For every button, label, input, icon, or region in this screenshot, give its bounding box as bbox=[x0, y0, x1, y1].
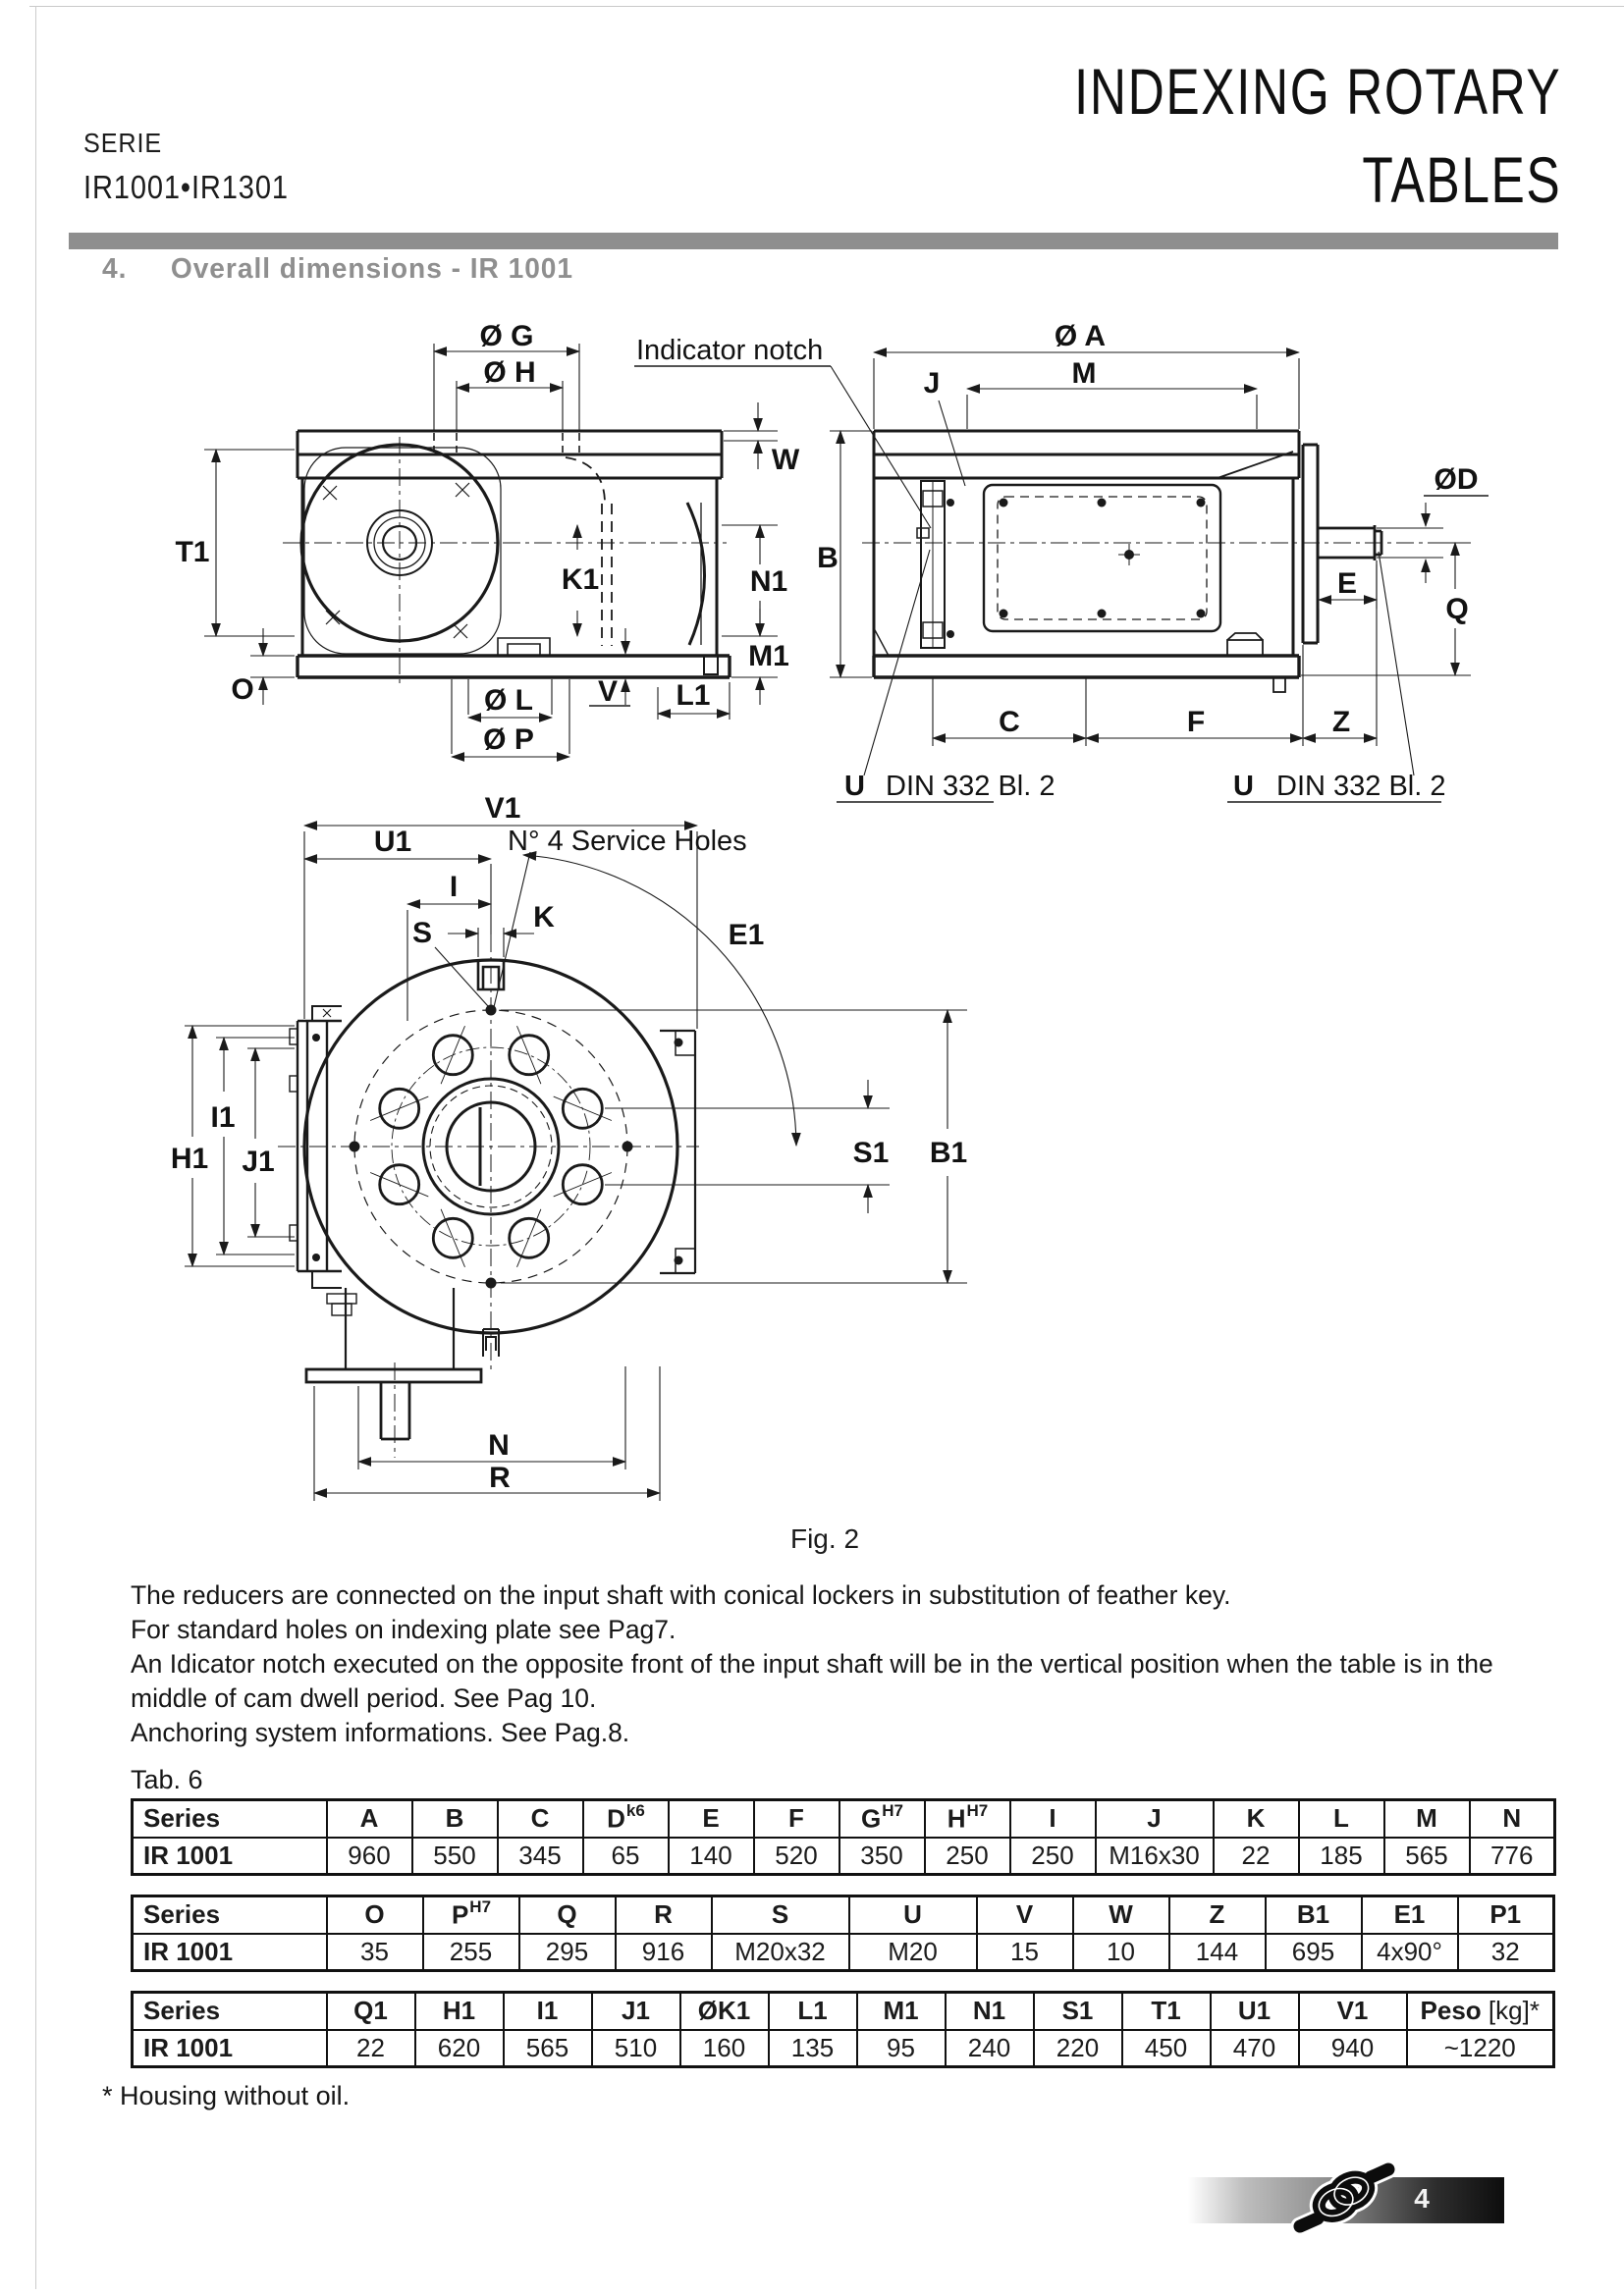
header-row bbox=[133, 1800, 1555, 1838]
cell: 620 bbox=[415, 2030, 504, 2067]
indicator-notch-annotation: Indicator notch bbox=[636, 335, 824, 366]
cell: ~1220 bbox=[1407, 2030, 1554, 2067]
col-header: E1 bbox=[1362, 1896, 1458, 1934]
din-right-u: U bbox=[1233, 771, 1254, 802]
col-header: S bbox=[712, 1896, 849, 1934]
cell: M16x30 bbox=[1096, 1838, 1214, 1875]
dim-label-f: F bbox=[1186, 706, 1206, 738]
cell: 32 bbox=[1458, 1934, 1554, 1971]
dim-label-op: Ø P bbox=[483, 723, 534, 756]
col-header: S1 bbox=[1034, 1993, 1122, 2030]
dim-label-e1: E1 bbox=[728, 919, 765, 951]
cell: 565 bbox=[504, 2030, 592, 2067]
cell: 10 bbox=[1073, 1934, 1169, 1971]
col-header: V1 bbox=[1299, 1993, 1407, 2030]
figure-caption: Fig. 2 bbox=[789, 1523, 860, 1554]
cell: M20 bbox=[849, 1934, 977, 1971]
front-view-labels bbox=[171, 792, 967, 1494]
col-header: L1 bbox=[769, 1993, 857, 2030]
col-header: N1 bbox=[946, 1993, 1034, 2030]
dim-label-oh: Ø H bbox=[483, 356, 536, 389]
col-header: J bbox=[1096, 1800, 1214, 1838]
dim-label-r: R bbox=[489, 1462, 511, 1494]
dim-label-z: Z bbox=[1331, 706, 1351, 738]
cell: 520 bbox=[754, 1838, 839, 1875]
col-header: W bbox=[1073, 1896, 1169, 1934]
dim-label-k1: K1 bbox=[561, 563, 600, 596]
cell: 450 bbox=[1122, 2030, 1211, 2067]
col-header: $P^{H7}$ bbox=[423, 1896, 519, 1934]
col-header: V bbox=[977, 1896, 1073, 1934]
punch-marks bbox=[323, 483, 469, 638]
col-header: I1 bbox=[504, 1993, 592, 2030]
col-header: L bbox=[1299, 1800, 1384, 1838]
data-row bbox=[133, 2030, 1554, 2067]
col-header: F bbox=[754, 1800, 839, 1838]
note-line: For standard holes on indexing plate see Pag7. bbox=[131, 1615, 677, 1644]
dim-label-k: K bbox=[533, 901, 555, 934]
col-header: Peso [kg]* bbox=[1407, 1993, 1554, 2030]
cell: 350 bbox=[839, 1838, 925, 1875]
dim-label-m1: M1 bbox=[748, 640, 789, 672]
cell: 240 bbox=[946, 2030, 1034, 2067]
dim-label-t1: T1 bbox=[175, 536, 210, 568]
col-header: Q1 bbox=[327, 1993, 415, 2030]
cell: 470 bbox=[1211, 2030, 1299, 2067]
dim-label-j: J bbox=[923, 367, 941, 400]
table-footnote: * Housing without oil. bbox=[102, 2081, 351, 2110]
dim-label-v: V bbox=[597, 675, 619, 708]
din-annotations bbox=[844, 771, 1445, 802]
dim-label-s: S bbox=[411, 917, 433, 949]
din-left-text: DIN 332 Bl. 2 bbox=[886, 771, 1056, 802]
brand-logo-icon bbox=[1288, 2156, 1398, 2238]
front-view-dimensions bbox=[185, 826, 967, 1501]
cell: 960 bbox=[327, 1838, 412, 1875]
dim-label-q: Q bbox=[1445, 593, 1469, 625]
col-header: N bbox=[1470, 1800, 1555, 1838]
col-header: I bbox=[1010, 1800, 1096, 1838]
cell: 510 bbox=[592, 2030, 680, 2067]
section-number: 4. bbox=[102, 253, 128, 285]
col-header: C bbox=[498, 1800, 583, 1838]
col-header: K bbox=[1214, 1800, 1299, 1838]
col-header: M bbox=[1384, 1800, 1470, 1838]
col-header: E bbox=[669, 1800, 754, 1838]
cell-series: IR 1001 bbox=[133, 1934, 327, 1971]
col-header-series: Series bbox=[133, 1800, 327, 1838]
cell: 95 bbox=[857, 2030, 946, 2067]
dim-label-u1: U1 bbox=[373, 826, 412, 858]
cell: 160 bbox=[680, 2030, 769, 2067]
dim-label-e: E bbox=[1336, 567, 1358, 600]
col-header: U bbox=[849, 1896, 977, 1934]
dimension-table-2 bbox=[131, 1895, 1555, 1972]
cell-series: IR 1001 bbox=[133, 2030, 327, 2067]
col-header-series: Series bbox=[133, 1993, 327, 2030]
front-view bbox=[278, 934, 699, 1458]
cell: 345 bbox=[498, 1838, 583, 1875]
header-row bbox=[133, 1896, 1554, 1934]
dim-label-m: M bbox=[1071, 357, 1097, 390]
col-header: R bbox=[616, 1896, 712, 1934]
col-header: Q bbox=[519, 1896, 616, 1934]
din-left-u: U bbox=[844, 771, 865, 802]
cell: 250 bbox=[1010, 1838, 1096, 1875]
cell: 776 bbox=[1470, 1838, 1555, 1875]
col-header: $G^{H7}$ bbox=[839, 1800, 925, 1838]
dim-label-og: Ø G bbox=[479, 320, 534, 352]
side-view-labels bbox=[175, 320, 799, 756]
cell: 135 bbox=[769, 2030, 857, 2067]
cell: 144 bbox=[1169, 1934, 1266, 1971]
serie-label: SERIE bbox=[83, 128, 163, 158]
notes-block bbox=[131, 1578, 1505, 1750]
serie-value: IR1001•IR1301 bbox=[83, 169, 289, 205]
dim-label-n1: N1 bbox=[749, 565, 788, 598]
cell: 940 bbox=[1299, 2030, 1407, 2067]
col-header: B bbox=[412, 1800, 498, 1838]
col-header: Z bbox=[1169, 1896, 1266, 1934]
col-header-series: Series bbox=[133, 1896, 327, 1934]
dim-label-s1: S1 bbox=[852, 1137, 890, 1169]
cell: 255 bbox=[423, 1934, 519, 1971]
title-line2: TABLES bbox=[1362, 143, 1561, 216]
rear-view-dimensions bbox=[830, 352, 1489, 802]
col-header: T1 bbox=[1122, 1993, 1211, 2030]
cell-series: IR 1001 bbox=[133, 1838, 327, 1875]
dimension-table-1 bbox=[131, 1798, 1556, 1876]
cell: 65 bbox=[583, 1838, 669, 1875]
cell: 550 bbox=[412, 1838, 498, 1875]
col-header: U1 bbox=[1211, 1993, 1299, 2030]
col-header: A bbox=[327, 1800, 412, 1838]
dim-label-i: I bbox=[449, 871, 459, 903]
cell: 250 bbox=[925, 1838, 1010, 1875]
note-line: The reducers are connected on the input shaft with conical lockers in substitution of feather key. bbox=[131, 1580, 1231, 1610]
cell: 35 bbox=[327, 1934, 423, 1971]
cell: 22 bbox=[1214, 1838, 1299, 1875]
header-row bbox=[133, 1993, 1554, 2030]
rear-view bbox=[862, 431, 1441, 692]
note-line: An Idicator notch executed on the opposite front of the input shaft will be in the vertical position when the table is in the middle of cam dwell period. See Pag 10. bbox=[131, 1649, 1493, 1713]
col-header: B1 bbox=[1266, 1896, 1362, 1934]
dim-label-od: ØD bbox=[1434, 463, 1479, 496]
cell: 185 bbox=[1299, 1838, 1384, 1875]
col-header: M1 bbox=[857, 1993, 946, 2030]
dim-label-n: N bbox=[488, 1429, 510, 1462]
dim-label-v1: V1 bbox=[484, 792, 521, 825]
title-line1: INDEXING ROTARY bbox=[1073, 55, 1561, 128]
cell: 295 bbox=[519, 1934, 616, 1971]
side-view bbox=[283, 431, 730, 687]
dim-label-b: B bbox=[817, 542, 839, 574]
page-number: 4 bbox=[1414, 2183, 1430, 2214]
dim-label-w: W bbox=[771, 444, 800, 476]
table-label: Tab. 6 bbox=[131, 1765, 203, 1794]
data-row bbox=[133, 1838, 1555, 1875]
col-header: $H^{H7}$ bbox=[925, 1800, 1010, 1838]
section-title: Overall dimensions - IR 1001 bbox=[170, 253, 574, 285]
note-line: Anchoring system informations. See Pag.8. bbox=[131, 1718, 630, 1747]
cell: 15 bbox=[977, 1934, 1073, 1971]
dim-label-oa: Ø A bbox=[1054, 320, 1107, 352]
cell: 140 bbox=[669, 1838, 754, 1875]
din-right-text: DIN 332 Bl. 2 bbox=[1276, 771, 1446, 802]
dim-label-i1: I1 bbox=[210, 1101, 236, 1134]
dimension-table-3 bbox=[131, 1991, 1555, 2068]
dim-label-o: O bbox=[231, 673, 254, 706]
data-row bbox=[133, 1934, 1554, 1971]
col-header: P1 bbox=[1458, 1896, 1554, 1934]
dim-label-c: C bbox=[999, 706, 1020, 738]
cell: 695 bbox=[1266, 1934, 1362, 1971]
dim-label-l1: L1 bbox=[676, 679, 711, 712]
cell: 4x90° bbox=[1362, 1934, 1458, 1971]
col-header: H1 bbox=[415, 1993, 504, 2030]
col-header: ØK1 bbox=[680, 1993, 769, 2030]
dim-label-j1: J1 bbox=[242, 1146, 275, 1178]
dim-label-b1: B1 bbox=[929, 1137, 968, 1169]
cell: 916 bbox=[616, 1934, 712, 1971]
service-holes-annotation: N° 4 Service Holes bbox=[508, 826, 747, 857]
dim-label-h1: H1 bbox=[170, 1143, 209, 1175]
cell: 220 bbox=[1034, 2030, 1122, 2067]
col-header: O bbox=[327, 1896, 423, 1934]
col-header: $D^{k6}$ bbox=[583, 1800, 669, 1838]
cell: 565 bbox=[1384, 1838, 1470, 1875]
dim-label-ol: Ø L bbox=[484, 684, 533, 717]
col-header: J1 bbox=[592, 1993, 680, 2030]
cell: 22 bbox=[327, 2030, 415, 2067]
cell: M20x32 bbox=[712, 1934, 849, 1971]
